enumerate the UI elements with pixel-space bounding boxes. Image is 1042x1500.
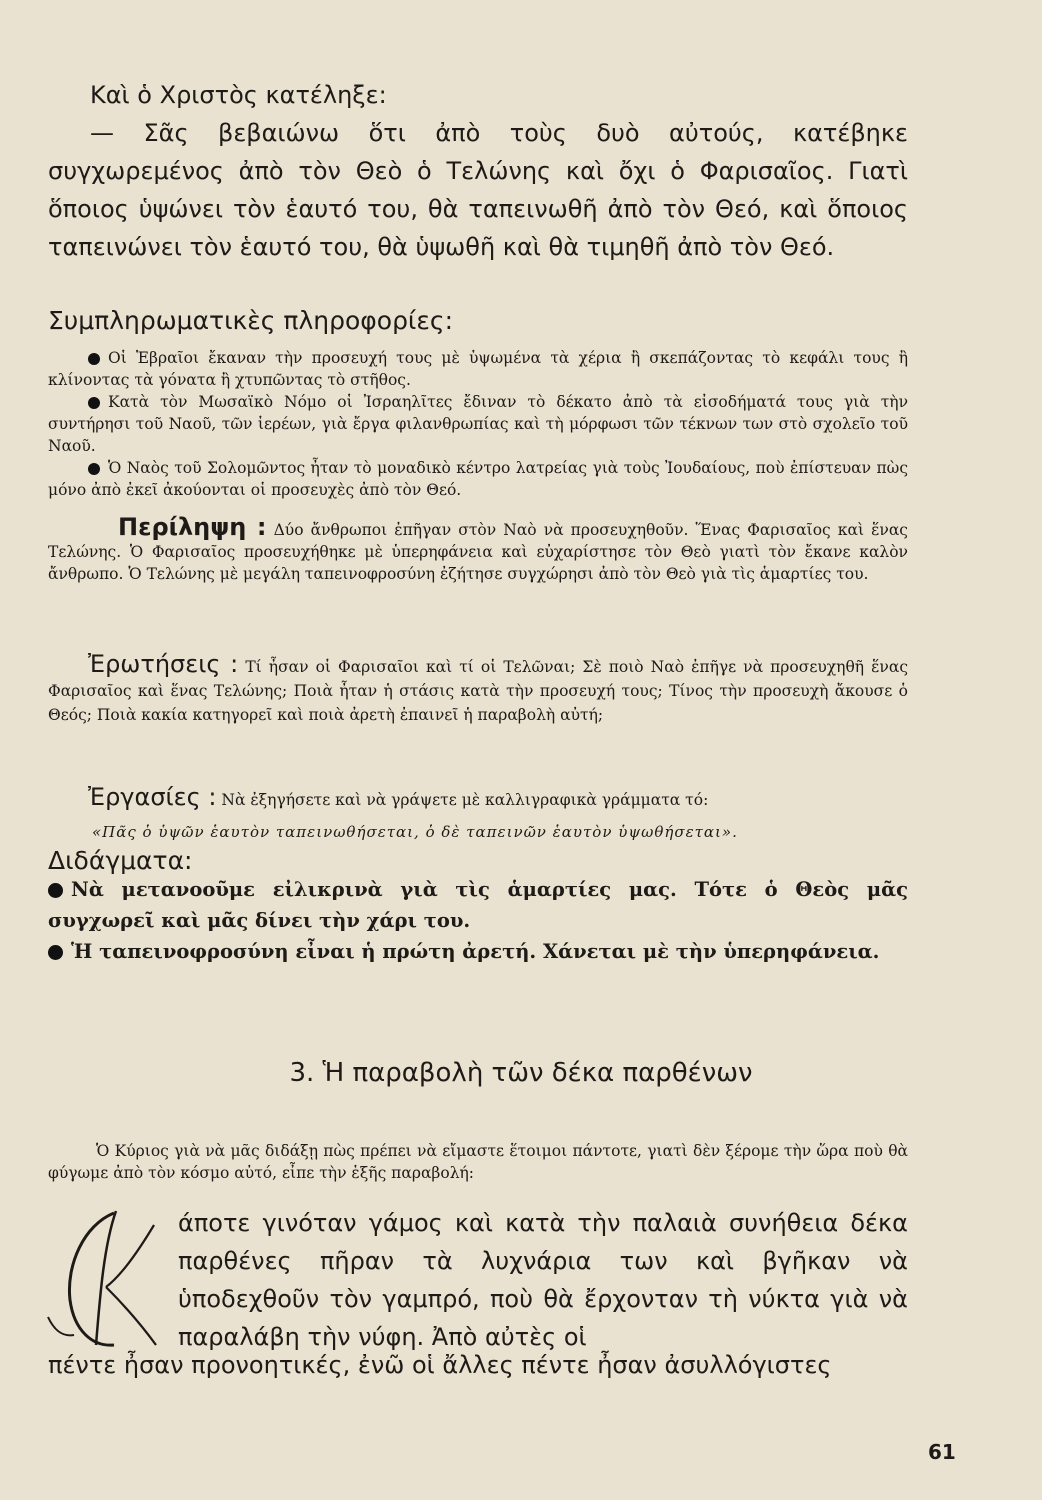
section-title: 3. Ἡ παραβολὴ τῶν δέκα παρθένων [289,1058,753,1088]
exercises-label: Ἐργασίες : [88,783,217,811]
story-tail-text: πέντε ἦσαν προνοητικές, ἐνῶ οἱ ἄλλες πέντε ἦσαν ἀσυλλόγιστες [48,1351,832,1379]
teaching-item-1: Νὰ μετανοοῦμε εἰλικρινὰ γιὰ τὶς ἁμαρτίες μας. Τότε ὁ Θεὸς μᾶς συγχωρεῖ καὶ μᾶς δίνει τὴν χάρι του. [48,878,908,932]
supplementary-item-2: Κατὰ τὸν Μωσαϊκὸ Νόμο οἱ Ἰσραηλῖτες ἔδιναν τὸ δέκατο ἀπὸ τὰ εἰσοδήματά τους γιὰ τὴν συντήρησι τοῦ Ναοῦ, τῶν ἱερέων, γιὰ ἔργα φιλανθρωπίας καὶ τὴ μόρφωσι τῶν τέκνων των στὸ σχολεῖο τοῦ Ναοῦ. [48,393,908,455]
story-continuation [48,1346,908,1384]
summary-text: Δύο ἄνθρωποι ἐπῆγαν στὸν Ναὸ νὰ προσευχηθοῦν. Ἕνας Φαρισαῖος καὶ ἕνας Τελώνης. Ὁ Φαρισαῖος προσευχήθηκε μὲ ὑπερηφάνεια καὶ εὐχαρίστησε τὸν Θεὸ γιατὶ τὸν ἔκανε καλὸν ἄνθρωπο. Ὁ Τελώνης μὲ μεγάλη ταπεινοφροσύνη ἐζήτησε συγχώρησι ἀπὸ τὸν Θεὸ γιὰ τὶς ἁμαρτίες του. [48,521,908,583]
supplementary-item-1: Οἱ Ἑβραῖοι ἔκαναν τὴν προσευχή τους μὲ ὑψωμένα τὰ χέρια ἢ σκεπάζοντας τὸ κεφάλι τους ἢ κλίνοντας τὰ γόνατα ἢ χτυπῶντας τὸ στῆθος. [48,349,908,389]
questions-text: Τί ἦσαν οἱ Φαρισαῖοι καὶ τί οἱ Τελῶναι; Σὲ ποιὸ Ναὸ ἐπῆγε νὰ προσευχηθῆ ἕνας Φαρισαῖος καὶ ἕνας Τελώνης; Ποιὰ ἦταν ἡ στάσις κατὰ τὴν προσευχή τους; Τίνος τὴν προσευχὴ ἄκουσε ὁ Θεός; Ποιὰ κακία κατηγορεῖ καὶ ποιὰ ἀρετὴ ἐπαινεῖ ἡ παραβολὴ αὐτή; [48,658,908,724]
intro-text: — Σᾶς βεβαιώνω ὅτι ἀπὸ τοὺς δυὸ αὐτούς, κατέβηκε συγχωρεμένος ἀπὸ τὸν Θεὸ ὁ Τελώνης καὶ ὄχι ὁ Φαρισαῖος. Γιατὶ ὅποιος ὑψώνει τὸν ἑαυτό του, θὰ ταπεινωθῆ ἀπὸ τὸν Θεό, καὶ ὅποιος ταπεινώνει τὸν ἑαυτό του, θὰ ὑψωθῆ καὶ θὰ τιμηθῆ ἀπὸ τὸν Θεό. [48,119,908,261]
teachings-list [48,874,908,967]
teaching-item-2: Ἡ ταπεινοφροσύνη εἶναι ἡ πρώτη ἀρετή. Χάνεται μὲ τὴν ὑπερηφάνεια. [48,936,908,967]
dropcap-k-icon [44,1205,164,1355]
story-text: άποτε γινόταν γάμος καὶ κατὰ τὴν παλαιὰ συνήθεια δέκα παρθένες πῆραν τὰ λυχνάρια των καὶ βγῆκαν νὰ ὑποδεχθοῦν τὸν γαμπρό, ποὺ θὰ ἔρχονταν τὴ νύκτα γιὰ νὰ παραλάβη τὴν νύφη. Ἀπὸ αὐτὲς οἱ [178,1209,908,1351]
intro-line: Καὶ ὁ Χριστὸς κατέληξε: [90,81,387,109]
exercises-block [48,783,908,811]
page-number: 61 [928,1440,956,1464]
supplementary-title: Συμπληρωματικὲς πληροφορίες: [48,306,454,335]
intro-first-line [90,76,908,114]
bullet-icon [48,945,63,960]
teachings-title: Διδάγματα: [48,846,193,875]
supplementary-heading [48,306,908,335]
section-intro-text: Ὁ Κύριος γιὰ νὰ μᾶς διδάξῃ πὼς πρέπει νὰ εἴμαστε ἕτοιμοι πάντοτε, γιατὶ δὲν ξέρομε τὴν ὥρα ποὺ θὰ φύγωμε ἀπὸ τὸν κόσμο αὐτό, εἶπε τὴν ἑξῆς παραβολή: [48,1142,908,1182]
summary-label: Περίληψη : [118,513,267,541]
exercises-text: Νὰ ἐξηγήσετε καὶ νὰ γράψετε μὲ καλλιγραφικὰ γράμματα τό: [221,791,709,809]
bullet-icon [88,353,100,365]
proverb-text: «Πᾶς ὁ ὑψῶν ἑαυτὸν ταπεινωθήσεται, ὁ δὲ ταπεινῶν ἑαυτὸν ὑψωθήσεται». [92,823,738,841]
bullet-icon [88,463,100,475]
bullet-icon [88,397,100,409]
section-intro [48,1140,908,1184]
teachings-heading [48,846,908,875]
supplementary-item-3: Ὁ Ναὸς τοῦ Σολομῶντος ἦταν τὸ μοναδικὸ κέντρο λατρείας γιὰ τοὺς Ἰουδαίους, ποὺ ἐπίστευαν πὼς μόνο ἀπὸ ἐκεῖ ἀκούονται οἱ προσευχὲς ἀπὸ τὸν Θεό. [48,459,908,499]
questions-label: Ἐρωτήσεις : [88,650,239,678]
summary-block [48,513,908,585]
intro-paragraph [48,114,908,266]
bullet-icon [48,883,63,898]
story-paragraph [178,1204,908,1356]
supplementary-list [48,347,908,501]
proverb-block [92,823,908,842]
questions-block [48,652,908,727]
